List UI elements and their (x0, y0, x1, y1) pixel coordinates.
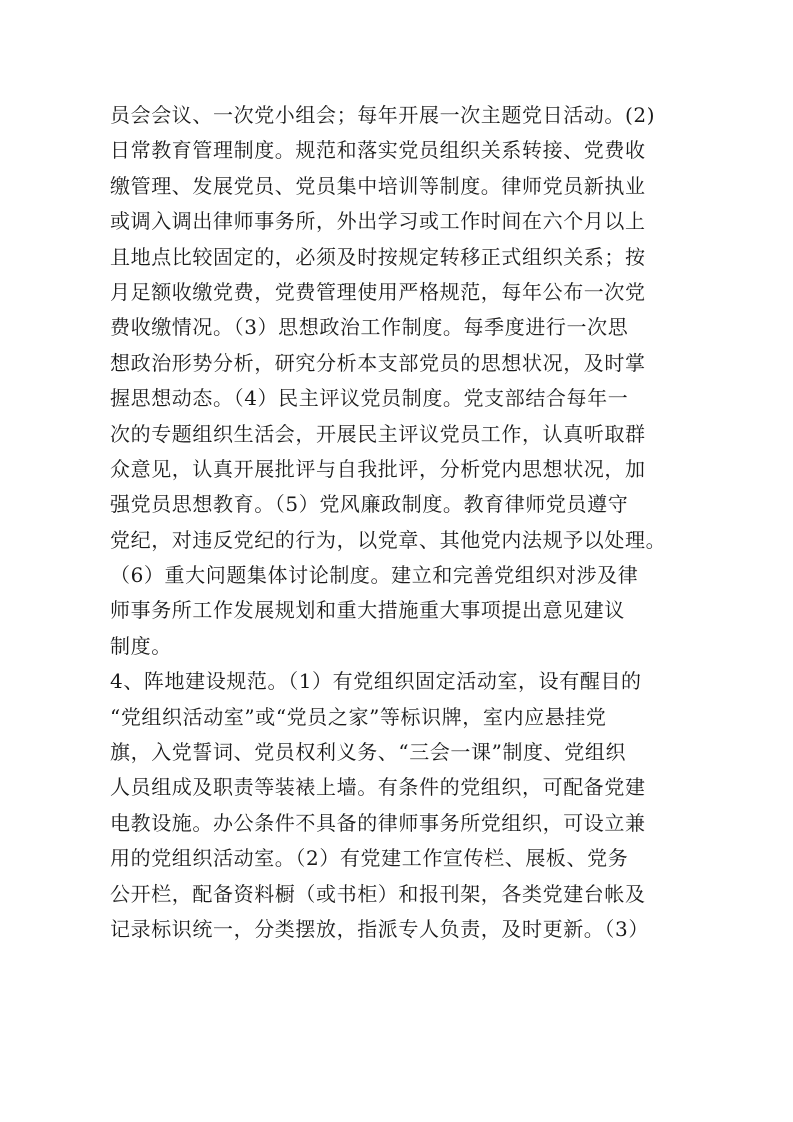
text-line: 日常教育管理制度。规范和落实党员组织关系转接、党费收 (110, 138, 646, 163)
text-line: 员会会议、一次党小组会；每年开展一次主题党日活动。(2) (110, 103, 656, 127)
text-line: 记录标识统一，分类摆放，指派专人负责，及时更新。（3） (110, 916, 649, 941)
text-line: 制度。 (110, 633, 172, 658)
text-line: “党组织活动室”或“党员之家”等标识牌，室内应悬挂党 (110, 704, 607, 729)
text-line: 旗，入党誓词、党员权利义务、“三会一课”制度、党组织 (110, 740, 627, 765)
body-text (110, 98, 690, 947)
text-line: 握思想动态。（4）民主评议党员制度。党支部结合每年一 (110, 386, 629, 411)
text-line: 缴管理、发展党员、党员集中培训等制度。律师党员新执业 (110, 173, 646, 198)
text-line: 且地点比较固定的，必须及时按规定转移正式组织关系；按 (110, 244, 646, 269)
text-line: 次的专题组织生活会，开展民主评议党员工作，认真听取群 (110, 421, 646, 446)
text-line: 众意见，认真开展批评与自我批评，分析党内思想状况，加 (110, 456, 646, 481)
text-line: 月足额收缴党费，党费管理使用严格规范，每年公布一次党 (110, 279, 646, 304)
text-line: 或调入调出律师事务所，外出学习或工作时间在六个月以上 (110, 209, 646, 234)
text-line: 电教设施。办公条件不具备的律师事务所党组织，可设立兼 (110, 810, 646, 835)
text-line: 想政治形势分析，研究分析本支部党员的思想状况，及时掌 (110, 350, 646, 375)
text-line: 4、阵地建设规范。（1）有党组织固定活动室，设有醒目的 (110, 669, 642, 694)
text-line: 人员组成及职责等装裱上墙。有条件的党组织，可配备党建 (110, 775, 646, 800)
text-line: 师事务所工作发展规划和重大措施重大事项提出意见建议 (110, 598, 625, 623)
text-line: 强党员思想教育。（5）党风廉政制度。教育律师党员遵守 (110, 492, 629, 517)
text-line: （6）重大问题集体讨论制度。建立和完善党组织对涉及律 (110, 563, 639, 588)
text-line: 公开栏，配备资料橱（或书柜）和报刊架，各类党建台帐及 (110, 881, 646, 906)
text-line: 用的党组织活动室。（2）有党建工作宣传栏、展板、党务 (110, 846, 629, 871)
text-line: 党纪，对违反党纪的行为，以党章、其他党内法规予以处理。 (110, 527, 667, 552)
text-line: 费收缴情况。（3）思想政治工作制度。每季度进行一次思 (110, 315, 629, 340)
